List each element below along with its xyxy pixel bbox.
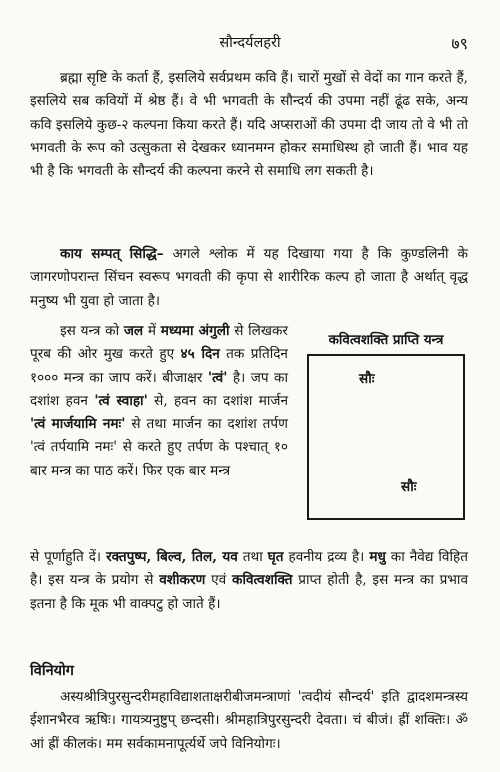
offer-text: हवनीय द्रव्य है। xyxy=(283,549,370,565)
instr-bold: ४५ दिन xyxy=(180,346,220,363)
instr-bold: 'त्वं स्वाहा' xyxy=(94,392,148,409)
paragraph-offerings xyxy=(30,546,468,616)
page-header xyxy=(0,32,500,56)
section-heading-viniyoga: विनियोग xyxy=(30,662,74,679)
instr-text: इस यन्त्र को xyxy=(60,323,124,339)
instr-text: है। जप का दशांश हवन xyxy=(30,369,288,409)
offer-text: का नैवेद्य विहित है। इस यन्त्र के प्रयोग से xyxy=(30,549,468,589)
paragraph-brahma: ब्रह्मा सृष्टि के कर्ता हैं, इसलिये सर्वप्रथम कवि हैं। चारों मुखों से वेदों का गान करते हैं, इसलिये सब कवियों में श्रेष्ठ हैं। वे भी भगवती के सौन्दर्य की उपमा नहीं ढूंढ सके, अन्य कवि इसलिये कुछ-२ कल्पना किया करते हैं। यदि अप्सराओं की उपमा दी जाय तो वे भी तो भगवती के रूप को उत्सुकता से देखकर ध्यानमग्न होकर समाधिस्थ हो जाती हैं। भाव यह भी है कि भगवती के सौन्दर्य की कल्पना करने से समाधि लग सकती है। xyxy=(30,70,468,180)
yantra-box xyxy=(307,354,465,520)
instr-text: में xyxy=(143,323,161,339)
instr-text: से लिखकर पूरब की ओर मुख करते हुए xyxy=(30,323,288,363)
instr-text: से तथा मार्जन का दशांश तर्पण 'त्वं तर्पयामि नमः' से करते हुए तर्पण के पश्चात् १० बार मन्त्र का पाठ करें। फिर एक बार मन्त्र xyxy=(30,416,288,479)
paragraph-yantra-instructions xyxy=(30,320,288,483)
yantra-seed-top: सौः xyxy=(359,371,375,387)
offer-bold: घृत xyxy=(267,549,284,565)
offer-text: एवं xyxy=(205,572,233,589)
paragraph-kaya-sampat-text: अगले श्लोक में यह दिखाया गया है कि कुण्डलिनी के जागरणोपरान्त सिंचन स्वरूप भगवती की कृपा से शारीरिक कल्प हो जाता है अर्थात् वृद्ध मनुष्य भी युवा हो जाता है। xyxy=(30,246,468,309)
offer-bold: रक्तपुष्प, बिल्व, तिल, यव xyxy=(106,549,238,565)
offer-bold: कवित्वशक्ति xyxy=(232,572,293,589)
paragraph-viniyoga: अस्यश्रीत्रिपुरसुन्दरीमहाविद्याशताक्षरीबीजमन्त्राणां 'त्वदीयं सौन्दर्य' इति द्वादशमन्त्रस्य ईशानभैरव ऋषिः। गायत्र्यनुष्टुप् छन्दसी। श्रीमहात्रिपुरसुन्दरी देवता। चं बीजं। ह्रीं शक्तिः। ॐ आं ह्रीं कीलकं। मम सर्वकामनापूर्त्यर्थे जपे विनियोगः। xyxy=(30,689,468,752)
instr-text: से, हवन का दशांश मार्जन xyxy=(147,392,289,409)
yantra-title: कवित्वशक्ति प्राप्ति यन्त्र xyxy=(328,332,444,348)
running-title: सौन्दर्यलहरी xyxy=(219,35,281,51)
yantra-seed-bottom: सौः xyxy=(401,479,417,495)
instr-text: तक प्रतिदिन १००० मन्त्र का जाप करें। बीजाक्षर xyxy=(30,346,288,386)
offer-text: से पूर्णाहुति दें। xyxy=(30,549,107,565)
section-heading-kaya-sampat: काय सम्पत् सिद्धि– xyxy=(60,246,164,262)
offer-text: प्राप्त होती है, इस मन्त्र का प्रभाव इतना है कि मूक भी वाक्पटु हो जाते हैं। xyxy=(30,572,469,612)
instr-bold: 'त्वं मार्जयामि नमः' xyxy=(30,416,126,433)
page-number: ७९ xyxy=(451,34,468,53)
instr-bold: मध्यमा अंगुली xyxy=(160,323,230,339)
paragraph-kaya-sampat xyxy=(30,243,468,313)
yantra-figure xyxy=(301,330,471,525)
offer-bold: वशीकरण xyxy=(159,572,206,589)
instr-bold: जल xyxy=(123,323,144,339)
offer-bold: मधु xyxy=(369,549,386,565)
instr-bold: 'त्वं' xyxy=(207,369,228,386)
offer-text: तथा xyxy=(237,549,268,565)
